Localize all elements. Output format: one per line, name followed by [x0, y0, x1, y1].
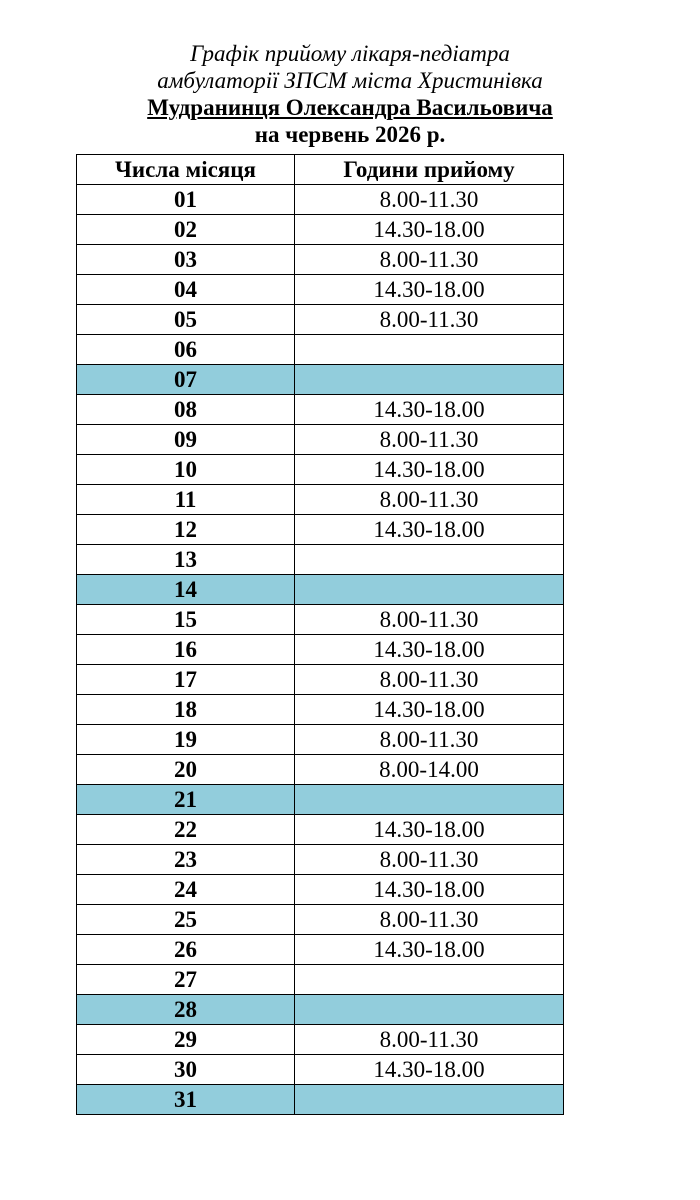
- day-cell: 02: [77, 215, 295, 245]
- table-row: [77, 1025, 564, 1055]
- table-row: [77, 755, 564, 785]
- header-line-title: Графік прийому лікаря-педіатра: [190, 41, 510, 66]
- table-row: [77, 455, 564, 485]
- table-row: [77, 485, 564, 515]
- day-cell: 21: [77, 785, 295, 815]
- day-cell: 08: [77, 395, 295, 425]
- hours-cell: 14.30-18.00: [295, 215, 564, 245]
- table-row: [77, 635, 564, 665]
- hours-cell: [295, 545, 564, 575]
- day-cell: 31: [77, 1085, 295, 1115]
- hours-cell: 8.00-11.30: [295, 1025, 564, 1055]
- hours-cell: 14.30-18.00: [295, 455, 564, 485]
- table-row: [77, 995, 564, 1025]
- table-row: [77, 875, 564, 905]
- hours-cell: [295, 995, 564, 1025]
- doctor-name: Мудранинця Олександра Васильовича: [147, 95, 553, 120]
- table-row: [77, 365, 564, 395]
- schedule-table: [76, 154, 564, 1115]
- hours-cell: 8.00-11.30: [295, 665, 564, 695]
- table-row: [77, 785, 564, 815]
- day-cell: 04: [77, 275, 295, 305]
- hours-cell: 14.30-18.00: [295, 935, 564, 965]
- day-cell: 01: [77, 185, 295, 215]
- day-cell: 09: [77, 425, 295, 455]
- table-row: [77, 695, 564, 725]
- hours-cell: 8.00-14.00: [295, 755, 564, 785]
- day-cell: 30: [77, 1055, 295, 1085]
- day-cell: 24: [77, 875, 295, 905]
- day-cell: 19: [77, 725, 295, 755]
- hours-cell: [295, 1085, 564, 1115]
- day-cell: 18: [77, 695, 295, 725]
- table-row: [77, 725, 564, 755]
- day-cell: 03: [77, 245, 295, 275]
- hours-cell: 14.30-18.00: [295, 395, 564, 425]
- hours-cell: [295, 785, 564, 815]
- table-row: [77, 425, 564, 455]
- day-cell: 23: [77, 845, 295, 875]
- day-cell: 27: [77, 965, 295, 995]
- table-row: [77, 215, 564, 245]
- hours-cell: 14.30-18.00: [295, 635, 564, 665]
- table-row: [77, 305, 564, 335]
- day-cell: 25: [77, 905, 295, 935]
- header-line-clinic: амбулаторії ЗПСМ міста Христинівка: [157, 68, 543, 93]
- hours-cell: 14.30-18.00: [295, 515, 564, 545]
- document-header: [0, 40, 700, 148]
- table-row: [77, 515, 564, 545]
- schedule-body: [77, 185, 564, 1115]
- day-cell: 06: [77, 335, 295, 365]
- table-header-row: [77, 155, 564, 185]
- hours-cell: 8.00-11.30: [295, 425, 564, 455]
- table-row: [77, 845, 564, 875]
- table-row: [77, 1085, 564, 1115]
- table-row: [77, 575, 564, 605]
- day-cell: 28: [77, 995, 295, 1025]
- table-row: [77, 275, 564, 305]
- table-row: [77, 185, 564, 215]
- hours-cell: 8.00-11.30: [295, 305, 564, 335]
- day-cell: 20: [77, 755, 295, 785]
- table-row: [77, 965, 564, 995]
- day-cell: 15: [77, 605, 295, 635]
- hours-cell: 14.30-18.00: [295, 275, 564, 305]
- hours-cell: 14.30-18.00: [295, 875, 564, 905]
- day-cell: 29: [77, 1025, 295, 1055]
- hours-cell: 14.30-18.00: [295, 695, 564, 725]
- day-cell: 17: [77, 665, 295, 695]
- day-cell: 16: [77, 635, 295, 665]
- table-row: [77, 335, 564, 365]
- table-row: [77, 815, 564, 845]
- hours-cell: 14.30-18.00: [295, 815, 564, 845]
- hours-cell: 8.00-11.30: [295, 905, 564, 935]
- hours-cell: 8.00-11.30: [295, 485, 564, 515]
- day-cell: 12: [77, 515, 295, 545]
- table-row: [77, 545, 564, 575]
- day-cell: 26: [77, 935, 295, 965]
- day-cell: 22: [77, 815, 295, 845]
- hours-cell: 8.00-11.30: [295, 845, 564, 875]
- hours-cell: [295, 575, 564, 605]
- column-header-day: Числа місяця: [77, 155, 295, 185]
- day-cell: 07: [77, 365, 295, 395]
- day-cell: 14: [77, 575, 295, 605]
- hours-cell: [295, 335, 564, 365]
- table-row: [77, 1055, 564, 1085]
- schedule-period: на червень 2026 р.: [254, 122, 446, 147]
- hours-cell: 8.00-11.30: [295, 605, 564, 635]
- table-row: [77, 935, 564, 965]
- hours-cell: 8.00-11.30: [295, 725, 564, 755]
- hours-cell: [295, 365, 564, 395]
- day-cell: 05: [77, 305, 295, 335]
- hours-cell: 8.00-11.30: [295, 245, 564, 275]
- day-cell: 10: [77, 455, 295, 485]
- table-row: [77, 665, 564, 695]
- table-row: [77, 905, 564, 935]
- day-cell: 13: [77, 545, 295, 575]
- hours-cell: 14.30-18.00: [295, 1055, 564, 1085]
- hours-cell: 8.00-11.30: [295, 185, 564, 215]
- table-row: [77, 605, 564, 635]
- day-cell: 11: [77, 485, 295, 515]
- table-row: [77, 245, 564, 275]
- table-row: [77, 395, 564, 425]
- column-header-hours: Години прийому: [295, 155, 564, 185]
- hours-cell: [295, 965, 564, 995]
